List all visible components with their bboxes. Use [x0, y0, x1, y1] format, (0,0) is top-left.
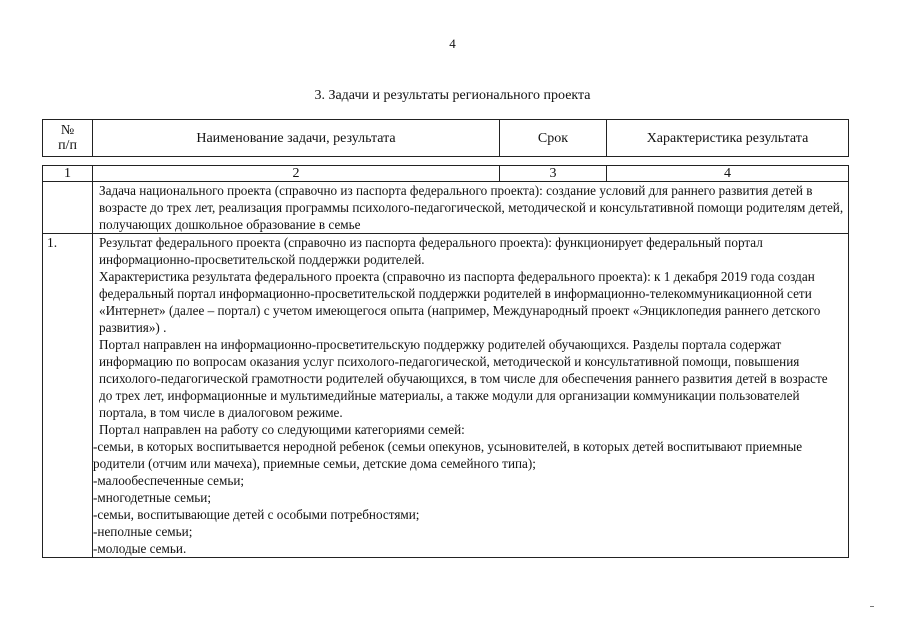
- category-item: -неполные семьи;: [93, 524, 193, 539]
- column-number-2: 2: [93, 166, 500, 182]
- portal-description-paragraph: Портал направлен на информационно-просветительскую поддержку родителей обучающихся. Разделы портала содержат информацию по вопросам оказания услуг психолого-педагогической, методической и консультативной помощи, повышения психолого-педагогической грамотности родителей обучающихся, в том числе для обеспечения раннего развития детей в возрасте до трех лет, информационные и мультимедийные материалы, а также модули для организации коммуникации пользователей портала, в том числе в диалоговом режиме.: [99, 337, 828, 420]
- column-number-row: [43, 166, 849, 182]
- category-item: -многодетные семьи;: [93, 490, 212, 505]
- categories-intro: Портал направлен на работу со следующими категориями семей:: [99, 422, 465, 437]
- result-characteristic-paragraph: Характеристика результата федерального проекта (справочно из паспорта федерального проекта): к 1 декабря 2019 года создан федеральный портал информационно-просветительской поддержки родителей в информационно-телекоммуникационной сети «Интернет» (далее – портал) с учетом имеющегося опыта (например, Международный проект «Энциклопедия раннего детского развития») .: [99, 269, 821, 335]
- header-number: [43, 120, 93, 157]
- category-item: -семьи, воспитывающие детей с особыми потребностями;: [93, 507, 420, 522]
- header-deadline: Срок: [500, 120, 607, 157]
- result-text: [93, 234, 849, 558]
- header-number-abbr: п/п: [58, 138, 77, 153]
- category-item: -семьи, в которых воспитывается неродной ребенок (семьи опекунов, усыновителей, в которых детей воспитывают приемные родители (отчим или мачеха), приемные семьи, детские дома семейного типа);: [93, 439, 803, 471]
- table-body: [42, 165, 849, 558]
- column-number-3: 3: [500, 166, 607, 182]
- category-item: -малообеспеченные семьи;: [93, 473, 245, 488]
- result-paragraph: Результат федерального проекта (справочно из паспорта федерального проекта): функционирует федеральный портал информационно-просветительской поддержки родителей.: [99, 235, 763, 267]
- task-row: [43, 182, 849, 234]
- category-item: -молодые семьи.: [93, 541, 187, 556]
- result-row: [43, 234, 849, 558]
- column-number-1: 1: [43, 166, 93, 182]
- task-paragraph: Задача национального проекта (справочно из паспорта федерального проекта): создание условий для раннего развития детей в возрасте до трех лет, реализация программы психолого-педагогической, методической и консультативной помощи родителям детей, получающих дошкольное образование в семье: [99, 183, 844, 232]
- page-number: 4: [449, 36, 456, 51]
- section-title: 3. Задачи и результаты регионального проекта: [314, 88, 591, 103]
- result-row-number: 1.: [43, 234, 93, 558]
- task-row-number: [43, 182, 93, 234]
- task-text: [93, 182, 849, 234]
- header-name: Наименование задачи, результата: [93, 120, 500, 157]
- column-number-4: 4: [607, 166, 849, 182]
- table-header: [42, 119, 849, 157]
- scan-mark: [870, 606, 874, 607]
- header-number-symbol: №: [60, 123, 75, 138]
- header-characteristic: Характеристика результата: [607, 120, 849, 157]
